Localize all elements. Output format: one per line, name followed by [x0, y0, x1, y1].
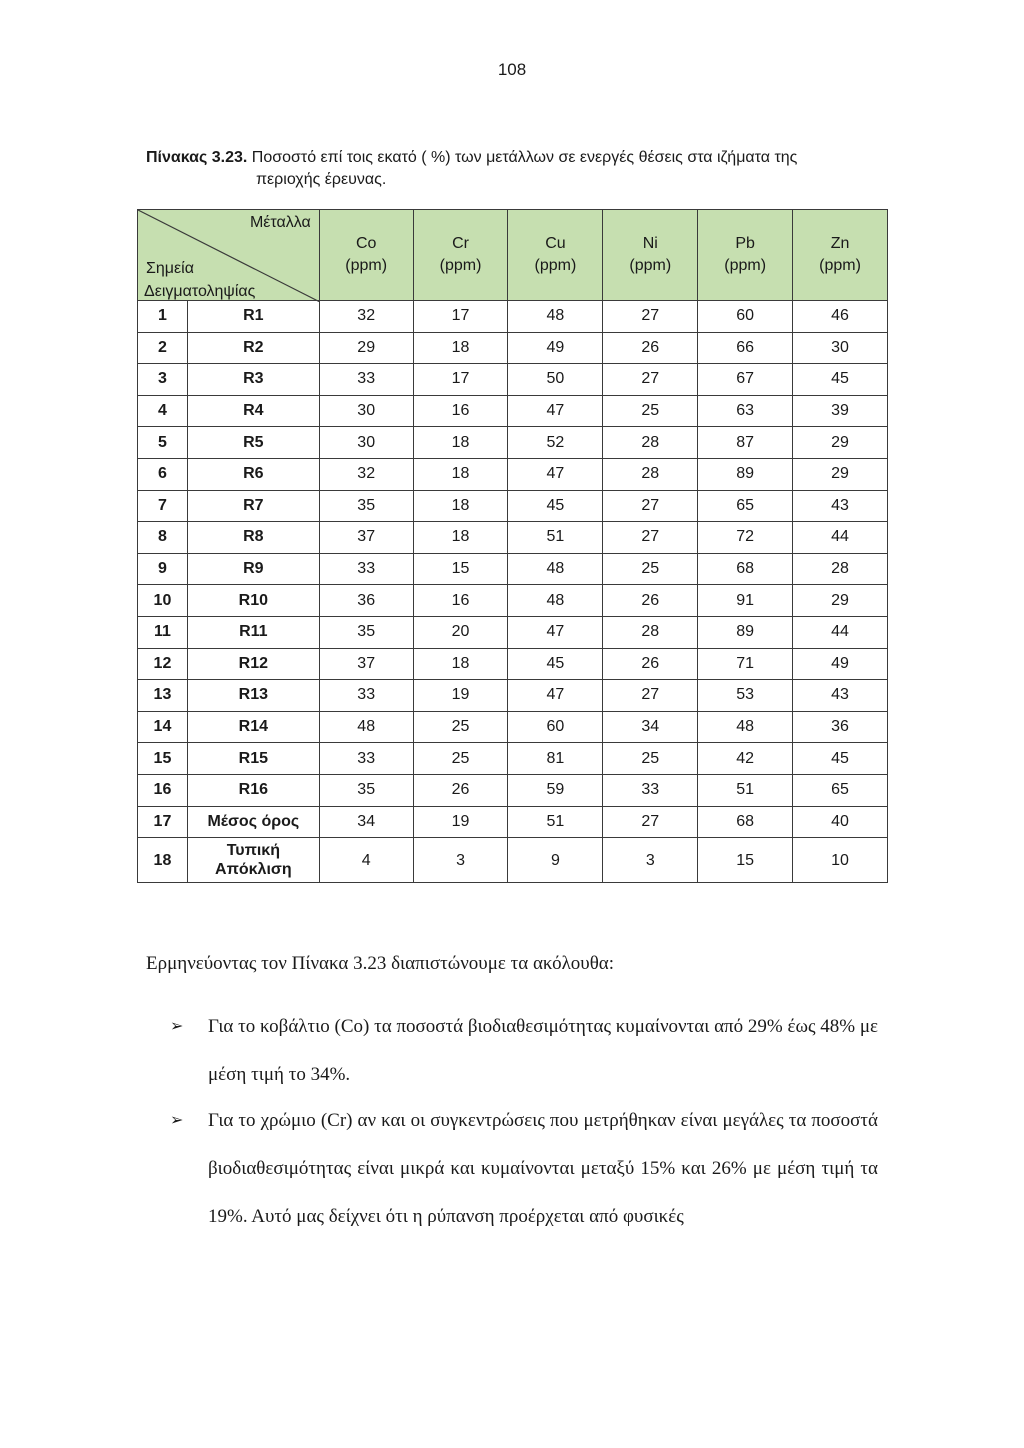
corner-label-metals: Μέταλλα — [249, 214, 311, 231]
value-cell: 4 — [319, 838, 413, 883]
value-cell: 33 — [319, 680, 413, 712]
value-cell: 3 — [413, 838, 508, 883]
value-cell: 67 — [698, 364, 793, 396]
sample-point-cell: R7 — [187, 490, 319, 522]
value-cell: 71 — [698, 648, 793, 680]
value-cell: 72 — [698, 522, 793, 554]
value-cell: 44 — [793, 616, 888, 648]
value-cell: 33 — [319, 743, 413, 775]
value-cell: 53 — [698, 680, 793, 712]
table-row — [138, 553, 888, 585]
row-number-cell: 6 — [138, 458, 188, 490]
value-cell: 25 — [413, 711, 508, 743]
value-cell: 18 — [413, 332, 508, 364]
caption-label: Πίνακας 3.23. — [146, 149, 248, 166]
column-header: Cu (ppm) — [508, 210, 603, 301]
value-cell: 59 — [508, 774, 603, 806]
value-cell: 60 — [508, 711, 603, 743]
sample-point-cell: R16 — [187, 774, 319, 806]
row-number-cell: 2 — [138, 332, 188, 364]
sample-point-cell: R3 — [187, 364, 319, 396]
caption-text-continued: περιοχής έρευνας. — [256, 171, 387, 188]
value-cell: 68 — [698, 806, 793, 838]
column-header: Zn (ppm) — [793, 210, 888, 301]
value-cell: 17 — [413, 301, 508, 333]
value-cell: 32 — [319, 458, 413, 490]
value-cell: 48 — [319, 711, 413, 743]
value-cell: 87 — [698, 427, 793, 459]
value-cell: 25 — [603, 395, 698, 427]
sample-point-cell: Μέσος όρος — [187, 806, 319, 838]
corner-header-cell — [138, 210, 320, 301]
sample-point-cell: R12 — [187, 648, 319, 680]
row-number-cell: 7 — [138, 490, 188, 522]
row-number-cell: 4 — [138, 395, 188, 427]
value-cell: 30 — [319, 427, 413, 459]
row-number-cell: 11 — [138, 616, 188, 648]
bullet-text: Για το χρώμιο (Cr) αν και οι συγκεντρώσεις που μετρήθηκαν είναι μεγάλες τα ποσοστά βιοδιαθεσιμότητας είναι μικρά και κυμαίνονται μεταξύ 15% και 26% με μέση τιμή τα 19%. Αυτό μας δείχνει ότι η ρύπανση προέρχεται από φυσικές — [208, 1110, 878, 1227]
value-cell: 25 — [603, 553, 698, 585]
value-cell: 45 — [508, 648, 603, 680]
caption-text: Ποσοστό επί τοις εκατό ( %) των μετάλλων σε ενεργές θέσεις στα ιζήματα της — [251, 149, 798, 166]
value-cell: 48 — [698, 711, 793, 743]
table-row — [138, 648, 888, 680]
value-cell: 65 — [698, 490, 793, 522]
row-number-cell: 16 — [138, 774, 188, 806]
value-cell: 37 — [319, 522, 413, 554]
metals-table — [137, 209, 888, 883]
sample-point-cell: R9 — [187, 553, 319, 585]
sample-point-cell: R5 — [187, 427, 319, 459]
bullet-item — [170, 1003, 878, 1099]
sample-point-cell: R11 — [187, 616, 319, 648]
value-cell: 47 — [508, 395, 603, 427]
table-caption — [146, 147, 886, 191]
sample-point-cell: R13 — [187, 680, 319, 712]
value-cell: 27 — [603, 490, 698, 522]
column-header: Pb (ppm) — [698, 210, 793, 301]
value-cell: 3 — [603, 838, 698, 883]
value-cell: 45 — [508, 490, 603, 522]
value-cell: 44 — [793, 522, 888, 554]
value-cell: 28 — [603, 458, 698, 490]
value-cell: 29 — [793, 427, 888, 459]
value-cell: 47 — [508, 458, 603, 490]
value-cell: 63 — [698, 395, 793, 427]
row-number-cell: 12 — [138, 648, 188, 680]
row-number-cell: 13 — [138, 680, 188, 712]
table-row — [138, 711, 888, 743]
sample-point-cell: R4 — [187, 395, 319, 427]
value-cell: 35 — [319, 774, 413, 806]
table-row — [138, 806, 888, 838]
value-cell: 35 — [319, 616, 413, 648]
sample-point-cell: R14 — [187, 711, 319, 743]
value-cell: 28 — [603, 616, 698, 648]
value-cell: 29 — [793, 458, 888, 490]
bullet-text: Για το κοβάλτιο (Co) τα ποσοστά βιοδιαθεσιμότητας κυμαίνονται από 29% έως 48% με μέση τιμή το 34%. — [208, 1016, 878, 1085]
table-row — [138, 427, 888, 459]
table-row — [138, 774, 888, 806]
value-cell: 17 — [413, 364, 508, 396]
value-cell: 18 — [413, 458, 508, 490]
value-cell: 29 — [793, 585, 888, 617]
value-cell: 35 — [319, 490, 413, 522]
table-row — [138, 680, 888, 712]
value-cell: 40 — [793, 806, 888, 838]
table-row — [138, 585, 888, 617]
value-cell: 26 — [603, 585, 698, 617]
value-cell: 27 — [603, 806, 698, 838]
value-cell: 66 — [698, 332, 793, 364]
table-row — [138, 616, 888, 648]
value-cell: 48 — [508, 553, 603, 585]
value-cell: 30 — [319, 395, 413, 427]
value-cell: 45 — [793, 364, 888, 396]
value-cell: 36 — [793, 711, 888, 743]
table-row — [138, 395, 888, 427]
value-cell: 39 — [793, 395, 888, 427]
value-cell: 9 — [508, 838, 603, 883]
value-cell: 27 — [603, 522, 698, 554]
value-cell: 26 — [603, 648, 698, 680]
row-number-cell: 18 — [138, 838, 188, 883]
column-header: Cr (ppm) — [413, 210, 508, 301]
value-cell: 27 — [603, 301, 698, 333]
value-cell: 25 — [603, 743, 698, 775]
value-cell: 81 — [508, 743, 603, 775]
value-cell: 18 — [413, 648, 508, 680]
value-cell: 42 — [698, 743, 793, 775]
value-cell: 33 — [319, 553, 413, 585]
intro-paragraph: Ερμηνεύοντας τον Πίνακα 3.23 διαπιστώνουμε τα ακόλουθα: — [146, 953, 615, 974]
bullet-item — [170, 1097, 878, 1241]
value-cell: 51 — [508, 806, 603, 838]
row-number-cell: 8 — [138, 522, 188, 554]
sample-point-cell: R1 — [187, 301, 319, 333]
value-cell: 19 — [413, 680, 508, 712]
value-cell: 27 — [603, 364, 698, 396]
value-cell: 89 — [698, 616, 793, 648]
value-cell: 18 — [413, 522, 508, 554]
value-cell: 20 — [413, 616, 508, 648]
value-cell: 18 — [413, 427, 508, 459]
table-header-row — [138, 210, 888, 301]
value-cell: 30 — [793, 332, 888, 364]
value-cell: 32 — [319, 301, 413, 333]
table-row — [138, 838, 888, 883]
table-row — [138, 522, 888, 554]
value-cell: 43 — [793, 490, 888, 522]
sample-point-cell: R2 — [187, 332, 319, 364]
table-row — [138, 364, 888, 396]
value-cell: 50 — [508, 364, 603, 396]
value-cell: 33 — [603, 774, 698, 806]
row-number-cell: 5 — [138, 427, 188, 459]
row-number-cell: 15 — [138, 743, 188, 775]
column-header: Ni (ppm) — [603, 210, 698, 301]
table-row — [138, 458, 888, 490]
row-number-cell: 1 — [138, 301, 188, 333]
value-cell: 37 — [319, 648, 413, 680]
value-cell: 15 — [698, 838, 793, 883]
value-cell: 46 — [793, 301, 888, 333]
value-cell: 43 — [793, 680, 888, 712]
value-cell: 60 — [698, 301, 793, 333]
corner-label-points: Σημεία — [146, 260, 194, 277]
value-cell: 15 — [413, 553, 508, 585]
sample-point-cell: Τυπική Απόκλιση — [187, 838, 319, 883]
value-cell: 47 — [508, 680, 603, 712]
row-number-cell: 14 — [138, 711, 188, 743]
value-cell: 19 — [413, 806, 508, 838]
value-cell: 65 — [793, 774, 888, 806]
value-cell: 36 — [319, 585, 413, 617]
row-number-cell: 17 — [138, 806, 188, 838]
value-cell: 68 — [698, 553, 793, 585]
table-body — [138, 301, 888, 883]
sample-point-cell: R10 — [187, 585, 319, 617]
value-cell: 33 — [319, 364, 413, 396]
arrow-bullet-icon: ➢ — [170, 1018, 184, 1035]
value-cell: 16 — [413, 585, 508, 617]
value-cell: 18 — [413, 490, 508, 522]
value-cell: 89 — [698, 458, 793, 490]
value-cell: 28 — [793, 553, 888, 585]
column-header: Co (ppm) — [319, 210, 413, 301]
value-cell: 51 — [508, 522, 603, 554]
value-cell: 91 — [698, 585, 793, 617]
value-cell: 48 — [508, 301, 603, 333]
row-number-cell: 3 — [138, 364, 188, 396]
value-cell: 47 — [508, 616, 603, 648]
value-cell: 16 — [413, 395, 508, 427]
row-number-cell: 10 — [138, 585, 188, 617]
sample-point-cell: R8 — [187, 522, 319, 554]
value-cell: 34 — [319, 806, 413, 838]
value-cell: 25 — [413, 743, 508, 775]
table-row — [138, 743, 888, 775]
value-cell: 52 — [508, 427, 603, 459]
value-cell: 27 — [603, 680, 698, 712]
row-number-cell: 9 — [138, 553, 188, 585]
value-cell: 34 — [603, 711, 698, 743]
sample-point-cell: R15 — [187, 743, 319, 775]
table-row — [138, 490, 888, 522]
sample-point-cell: R6 — [187, 458, 319, 490]
value-cell: 29 — [319, 332, 413, 364]
value-cell: 26 — [603, 332, 698, 364]
value-cell: 45 — [793, 743, 888, 775]
table-row — [138, 301, 888, 333]
table-row — [138, 332, 888, 364]
value-cell: 28 — [603, 427, 698, 459]
value-cell: 49 — [508, 332, 603, 364]
arrow-bullet-icon: ➢ — [170, 1112, 184, 1129]
value-cell: 51 — [698, 774, 793, 806]
page-number: 108 — [497, 60, 527, 79]
value-cell: 49 — [793, 648, 888, 680]
value-cell: 10 — [793, 838, 888, 883]
corner-label-sampling: Δειγματοληψίας — [144, 283, 256, 300]
value-cell: 26 — [413, 774, 508, 806]
value-cell: 48 — [508, 585, 603, 617]
